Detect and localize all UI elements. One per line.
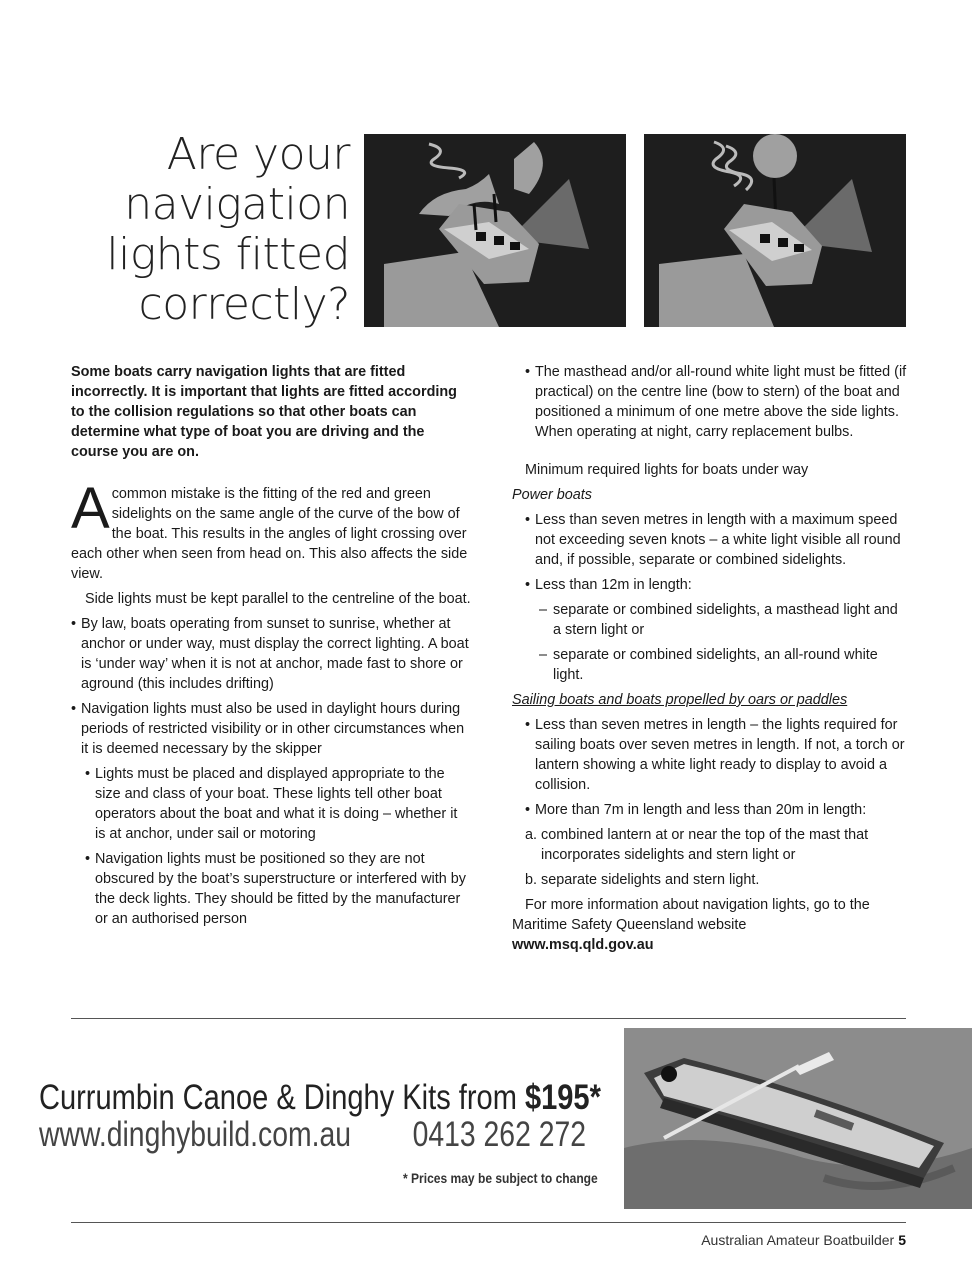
bullet-text: Less than seven metres in length – the lights required for sailing boats over seven metres in length. If not, a torch or lantern showing a white light ready to display to avoid a collision. bbox=[535, 717, 905, 793]
illustration-boat-incorrect bbox=[364, 134, 626, 327]
dash-text: separate or combined sidelights, a masthead light and a stern light or bbox=[553, 602, 898, 638]
bullet-item: • Less than seven metres in length with a maximum speed not exceeding seven knots – a white light visible all round and, if possible, separate or combined sidelights. bbox=[525, 510, 907, 570]
canoe-photo bbox=[624, 1028, 972, 1209]
lettered-text: separate sidelights and stern light. bbox=[541, 872, 760, 888]
bullet-text: Navigation lights must also be used in daylight hours during periods of restricted visibility or in other circumstances when it is deemed necessary by the skipper bbox=[81, 701, 465, 757]
sub-bullet-item: • Navigation lights must be positioned so they are not obscured by the boat’s superstructure or interfered with by the deck lights. They should be fitted by the manufacturer or an authorised person bbox=[85, 849, 471, 929]
bullet-item: • By law, boats operating from sunset to sunrise, whether at anchor or under way, must display the correct lighting. A boat is ‘under way’ when it is not at anchor, made fast to shore or aground (this includes drifting) bbox=[71, 614, 471, 694]
bullet-text: More than 7m in length and less than 20m in length: bbox=[535, 802, 867, 818]
more-info-paragraph: For more information about navigation lights, go to the Maritime Safety Queensland website bbox=[512, 897, 870, 933]
letter-mark: b. bbox=[525, 872, 538, 888]
headline-line: correctly? bbox=[138, 279, 350, 330]
right-column bbox=[512, 362, 907, 960]
boat-lights-correct-illustration bbox=[644, 134, 906, 327]
letter-mark: a. bbox=[525, 827, 538, 843]
bullet-text: Less than 12m in length: bbox=[535, 577, 692, 593]
ad-headline bbox=[39, 1078, 601, 1118]
dash-item: – separate or combined sidelights, an all-round white light. bbox=[539, 645, 907, 685]
headline-line: lights fitted bbox=[106, 229, 350, 280]
ad-contact bbox=[39, 1115, 586, 1155]
website-link[interactable]: www.msq.qld.gov.au bbox=[512, 937, 654, 953]
bullet-text: Navigation lights must be positioned so they are not obscured by the boat’s superstructure or interfered with by the deck lights. They should be fitted by the manufacturer or an authorised person bbox=[95, 851, 466, 927]
ad-phone: 0413 262 272 bbox=[412, 1115, 587, 1154]
drop-cap: A bbox=[71, 476, 110, 541]
headline-line: navigation bbox=[124, 179, 350, 230]
bullet-item: • Less than 12m in length: bbox=[525, 575, 907, 595]
ad-price: $195* bbox=[524, 1078, 601, 1117]
dash-text: separate or combined sidelights, an all-round white light. bbox=[553, 647, 878, 683]
dash-item: – separate or combined sidelights, a masthead light and a stern light or bbox=[539, 600, 907, 640]
subheading-power-boats: Power boats bbox=[512, 487, 592, 503]
headline bbox=[60, 130, 350, 330]
divider bbox=[71, 1018, 906, 1019]
bullet-item: • More than 7m in length and less than 20m in length: bbox=[525, 800, 907, 820]
illustration-boat-correct bbox=[644, 134, 906, 327]
ad-disclaimer: * Prices may be subject to change bbox=[403, 1170, 598, 1186]
bullet-text: The masthead and/or all-round white light must be fitted (if practical) on the centre line (bow to stern) of the boat and positioned a minimum of one metre above the side lights. When operating at night, carry replacement bulbs. bbox=[535, 364, 907, 440]
sub-bullet-item: • Lights must be placed and displayed appropriate to the size and class of your boat. These lights tell other boat operators about the boat and what it is doing – whether it is at anchor, under sail or motoring bbox=[85, 764, 471, 844]
footer-divider bbox=[71, 1222, 906, 1223]
left-column bbox=[71, 362, 471, 929]
page-footer bbox=[701, 1232, 906, 1248]
bullet-item: • Less than seven metres in length – the lights required for sailing boats over seven metres in length. If not, a torch or lantern showing a white light ready to display to avoid a collision. bbox=[525, 715, 907, 795]
canoe-on-water-image bbox=[624, 1028, 972, 1209]
lettered-text: combined lantern at or near the top of the mast that incorporates sidelights and stern light or bbox=[541, 827, 869, 863]
paragraph bbox=[71, 476, 471, 584]
bullet-text: Lights must be placed and displayed appropriate to the size and class of your boat. These lights tell other boat operators about the boat and what it is doing – whether it is at anchor, under sail or motoring bbox=[95, 766, 458, 842]
publication-name: Australian Amateur Boatbuilder bbox=[701, 1232, 895, 1248]
lettered-item bbox=[525, 870, 907, 890]
bullet-text: By law, boats operating from sunset to sunrise, whether at anchor or under way, must display the correct lighting. A boat is ‘under way’ when it is not at anchor, made fast to shore or aground (this includes drifting) bbox=[81, 616, 469, 692]
headline-line: Are your bbox=[166, 129, 350, 180]
page-number: 5 bbox=[898, 1232, 906, 1248]
bullet-item: • Navigation lights must also be used in daylight hours during periods of restricted visibility or in other circumstances when it is deemed necessary by the skipper bbox=[71, 699, 471, 759]
paragraph: Side lights must be kept parallel to the centreline of the boat. bbox=[85, 591, 471, 607]
boat-lights-incorrect-illustration bbox=[364, 134, 626, 327]
bullet-text: Less than seven metres in length with a maximum speed not exceeding seven knots – a white light visible all round and, if possible, separate or combined sidelights. bbox=[535, 512, 901, 568]
intro-paragraph: Some boats carry navigation lights that are fitted incorrectly. It is important that lights are fitted according to the collision regulations so that other boats can determine what type of boat you are driving and the course you are on. bbox=[71, 364, 457, 460]
ad-website[interactable]: www.dinghybuild.com.au bbox=[39, 1115, 352, 1154]
bullet-item: • The masthead and/or all-round white light must be fitted (if practical) on the centre line (bow to stern) of the boat and positioned a minimum of one metre above the side lights. When operating at night, carry replacement bulbs. bbox=[525, 364, 907, 440]
subheading-sailing-boats: Sailing boats and boats propelled by oars or paddles bbox=[512, 692, 848, 708]
section-heading: Minimum required lights for boats under way bbox=[525, 462, 809, 478]
ad-headline-text: Currumbin Canoe & Dinghy Kits from bbox=[39, 1078, 525, 1117]
paragraph-text: common mistake is the fitting of the red and green sidelights on the same angle of the curve of the bow of the boat. This results in the angles of light crossing over each other when seen from head on. This also affects the side view. bbox=[71, 486, 468, 582]
lettered-item bbox=[525, 825, 907, 865]
